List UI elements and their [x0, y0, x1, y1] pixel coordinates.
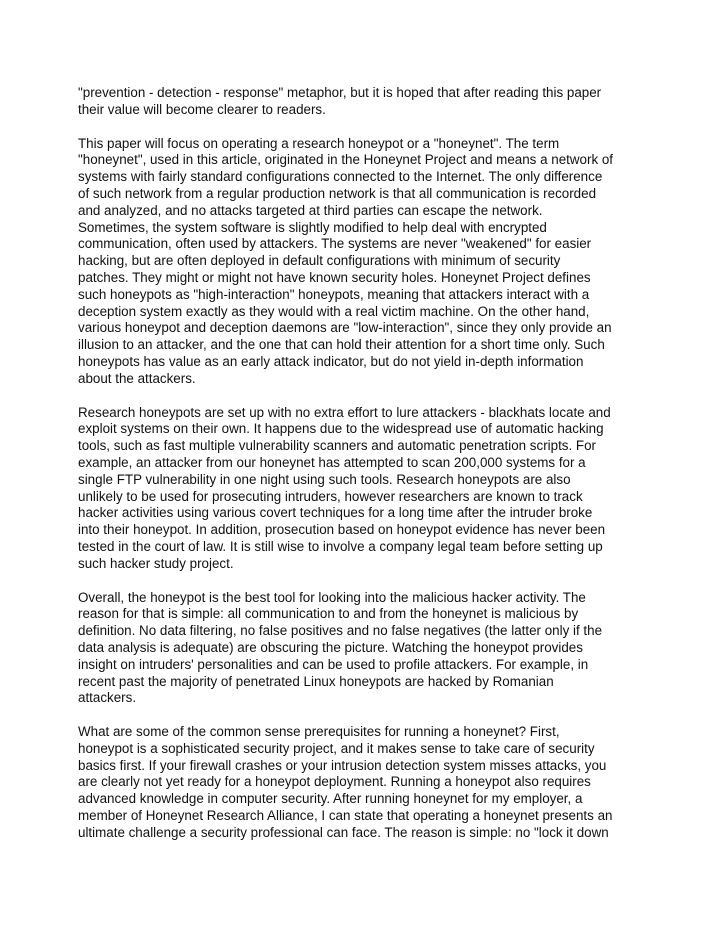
text-line: unlikely to be used for prosecuting intruders, however researchers are known to track: [78, 488, 583, 504]
text-line: about the attackers.: [78, 370, 196, 386]
text-line: communication, often used by attackers. The systems are never "weakened" for easier: [78, 236, 592, 252]
paragraph-research-honeypot: [78, 136, 658, 388]
text-line: example, an attacker from our honeynet has attempted to scan 200,000 systems for a: [78, 454, 586, 470]
text-line: of such network from a regular production network is that all communication is recorded: [78, 185, 597, 201]
text-line: systems with fairly standard configurations connected to the Internet. The only difference: [78, 169, 603, 185]
text-line: patches. They might or might not have known security holes. Honeynet Project defines: [78, 269, 591, 285]
text-line: deception system exactly as they would with a real victim machine. On the other hand,: [78, 303, 590, 319]
text-line: ultimate challenge a security professional can face. The reason is simple: no "lock it down: [78, 824, 609, 840]
text-line: illusion to an attacker, and the one that can hold their attention for a short time only. Such: [78, 337, 605, 353]
text-line: insight on intruders' personalities and can be used to profile attackers. For example, in: [78, 656, 589, 672]
paragraph-metaphor: [78, 85, 658, 119]
text-line: hacking, but are often deployed in default configurations with minimum of security: [78, 253, 561, 269]
text-line: various honeypot and deception daemons are "low-interaction", since they only provide an: [78, 320, 612, 336]
text-line: hacker activities using various covert techniques for a long time after the intruder broke: [78, 505, 593, 521]
text-line: honeypots has value as an early attack indicator, but do not yield in-depth information: [78, 353, 584, 369]
text-line: their value will become clearer to readers.: [78, 101, 326, 117]
text-line: such honeypots as "high-interaction" honeypots, meaning that attackers interact with a: [78, 286, 590, 302]
text-line: attackers.: [78, 690, 137, 706]
text-line: data analysis is adequate) are obscuring the picture. Watching the honeypot provides: [78, 639, 583, 655]
text-line: tested in the court of law. It is still wise to involve a company legal team before setting up: [78, 538, 603, 554]
text-line: reason for that is simple: all communication to and from the honeynet is malicious by: [78, 606, 579, 622]
text-line: "prevention - detection - response" metaphor, but it is hoped that after reading this paper: [78, 85, 602, 100]
paragraph-lure-attackers: [78, 405, 658, 573]
text-line: into their honeypot. In addition, prosecution based on honeypot evidence has never been: [78, 522, 606, 538]
text-line: Overall, the honeypot is the best tool for looking into the malicious hacker activity. The: [78, 589, 586, 605]
text-line: and analyzed, and no attacks targeted at third parties can escape the network.: [78, 202, 543, 218]
document-page: [78, 85, 658, 859]
text-line: are clearly not yet ready for a honeypot deployment. Running a honeypot also requires: [78, 774, 591, 790]
text-line: What are some of the common sense prerequisites for running a honeynet? First,: [78, 724, 560, 740]
text-line: recent past the majority of penetrated Linux honeypots are hacked by Romanian: [78, 673, 554, 689]
text-line: such hacker study project.: [78, 555, 234, 571]
text-line: exploit systems on their own. It happens due to the widespread use of automatic hacking: [78, 421, 604, 437]
text-line: This paper will focus on operating a research honeypot or a "honeynet". The term: [78, 135, 560, 151]
paragraph-best-tool: [78, 590, 658, 708]
text-line: "honeynet", used in this article, originated in the Honeynet Project and means a network of: [78, 152, 614, 168]
text-line: Research honeypots are set up with no extra effort to lure attackers - blackhats locate and: [78, 404, 611, 420]
text-line: single FTP vulnerability in one night using such tools. Research honeypots are also: [78, 471, 571, 487]
text-line: honeypot is a sophisticated security project, and it makes sense to take care of security: [78, 740, 595, 756]
text-line: tools, such as fast multiple vulnerability scanners and automatic penetration scripts. For: [78, 438, 597, 454]
paragraph-prerequisites: [78, 724, 658, 842]
text-line: basics first. If your firewall crashes or your intrusion detection system misses attacks, you: [78, 757, 607, 773]
text-line: Sometimes, the system software is slightly modified to help deal with encrypted: [78, 219, 547, 235]
text-line: advanced knowledge in computer security. After running honeynet for my employer, a: [78, 791, 583, 807]
text-line: member of Honeynet Research Alliance, I can state that operating a honeynet presents an: [78, 808, 613, 824]
text-line: definition. No data filtering, no false positives and no false negatives (the latter only if the: [78, 623, 603, 639]
